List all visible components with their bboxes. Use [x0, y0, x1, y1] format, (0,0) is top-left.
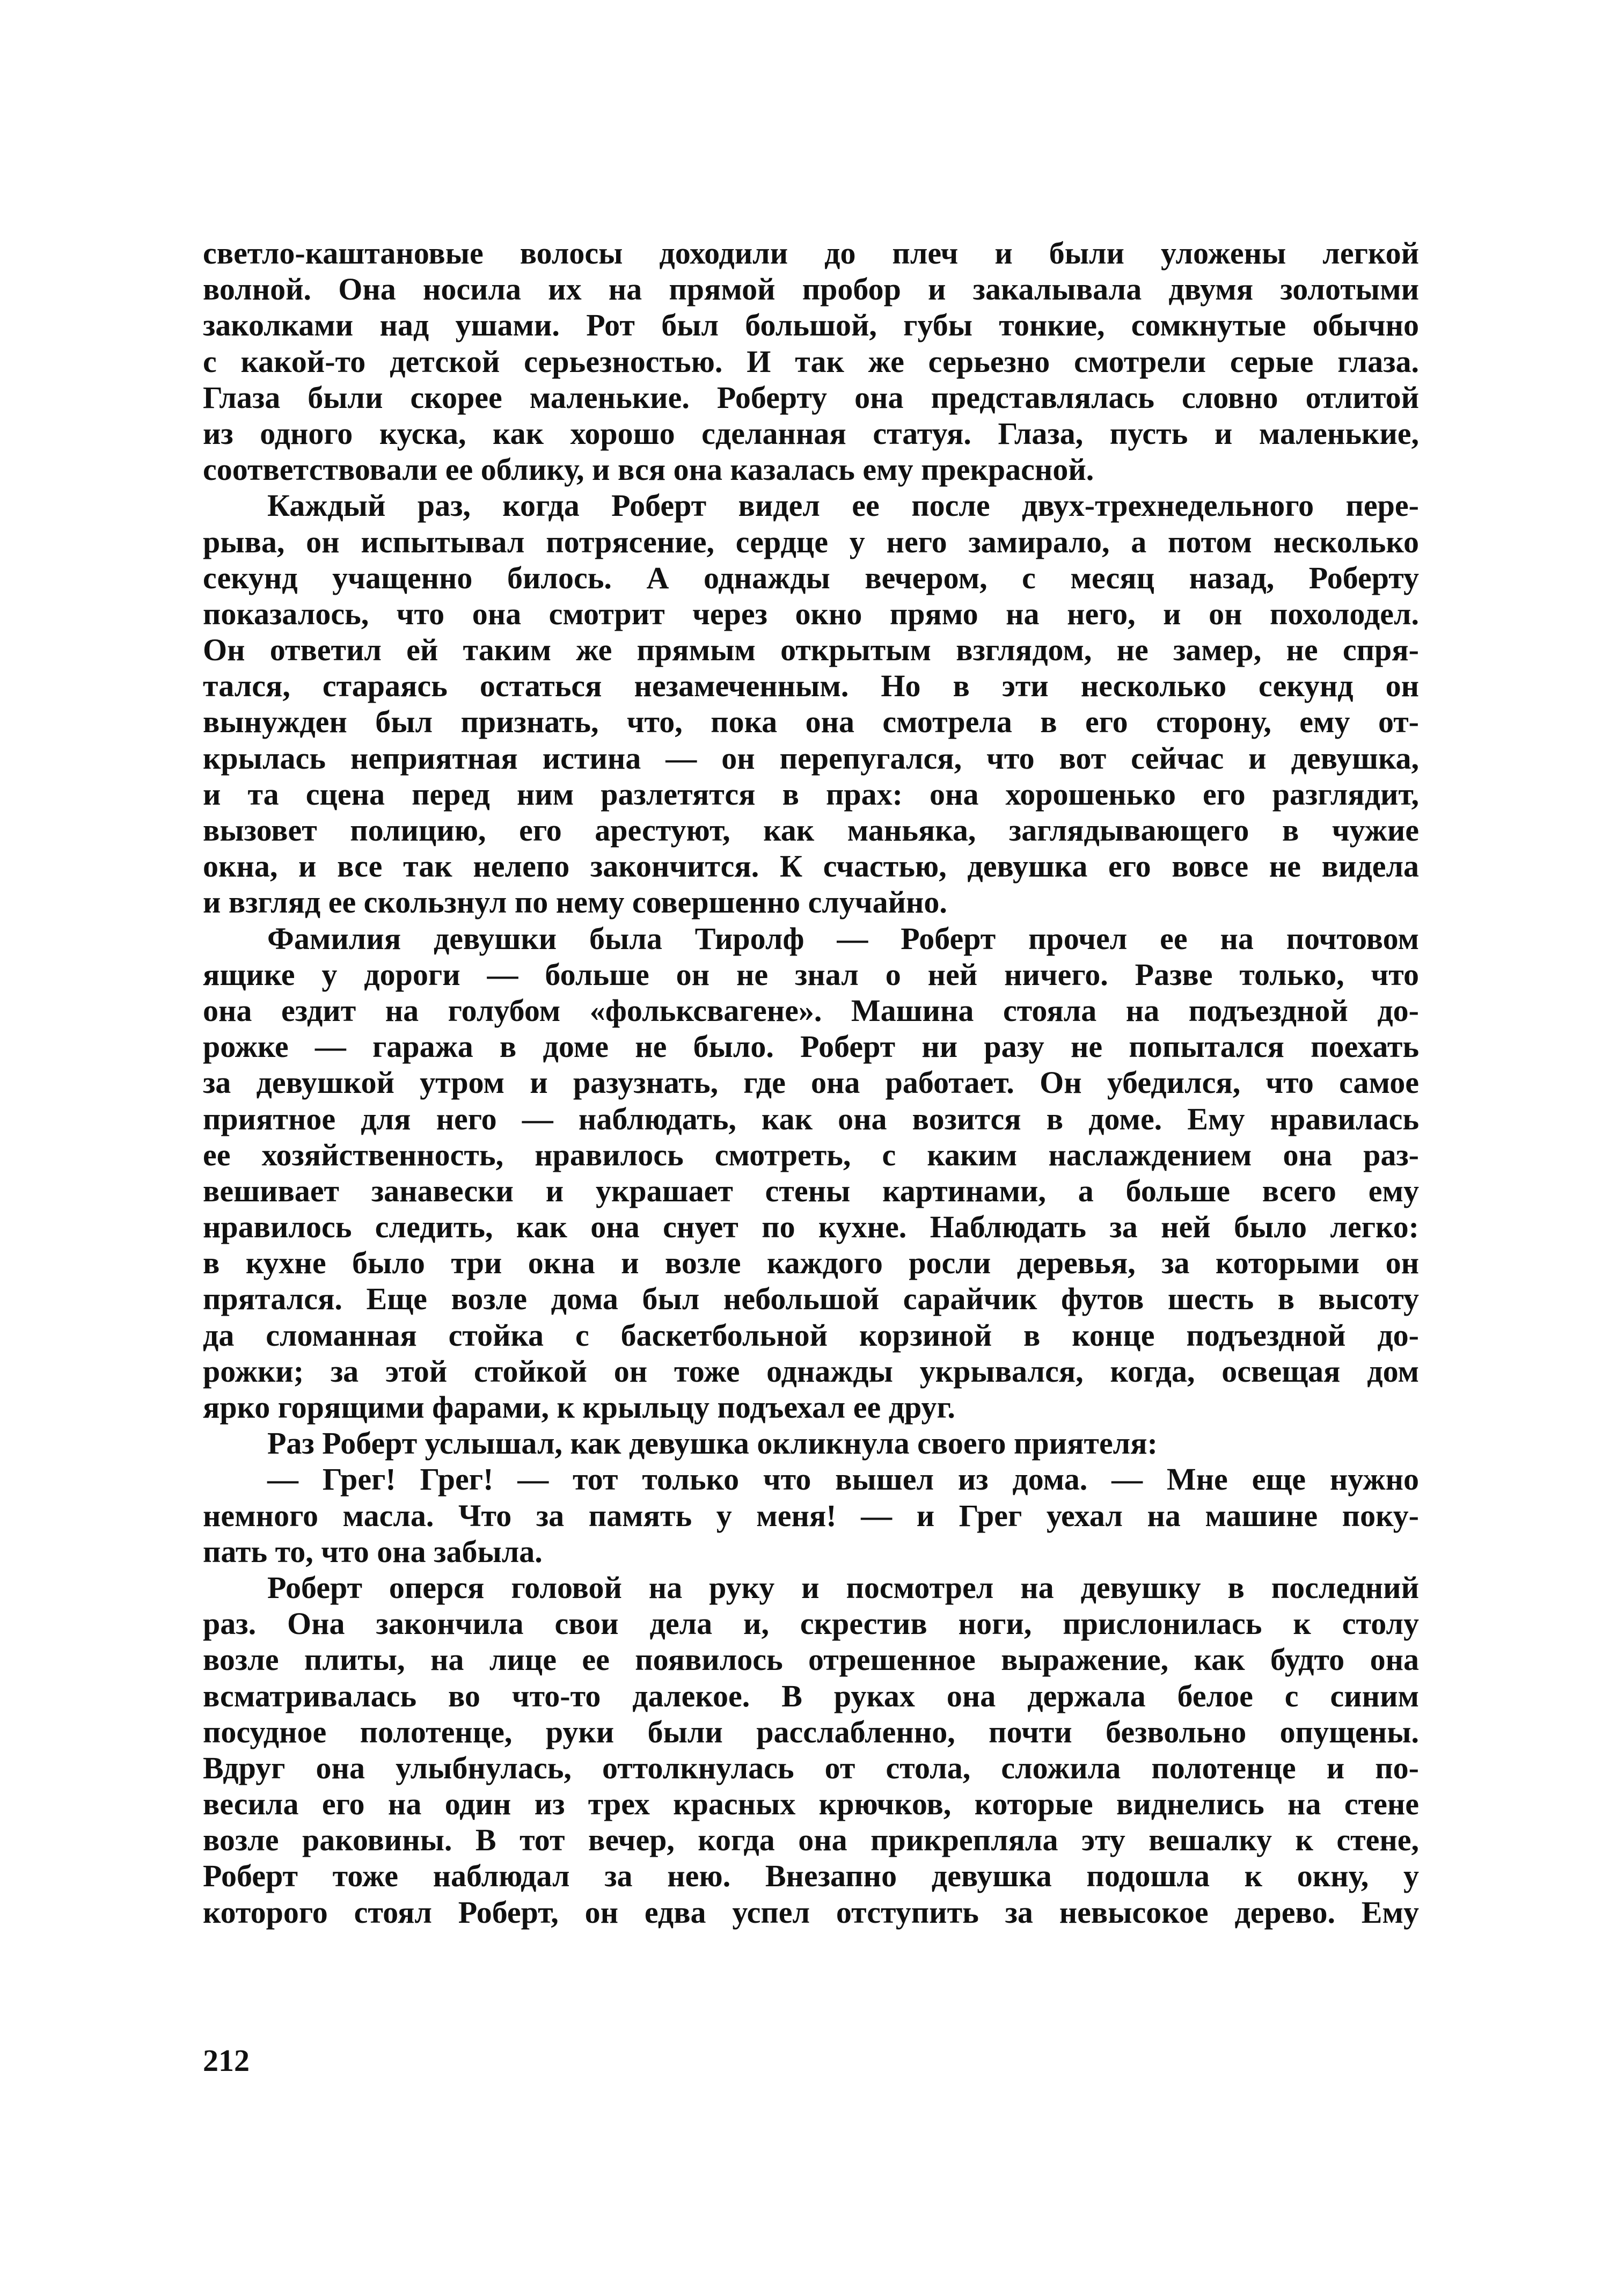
page-number: 212 — [203, 2043, 250, 2078]
text-line: вызовет полицию, его арестуют, как маньяка, заглядывающего в чужие — [203, 813, 1419, 848]
text-line: вынужден был признать, что, пока она смотрела в его сторону, ему от- — [203, 704, 1419, 740]
text-line: Фамилия девушки была Тиролф — Роберт прочел ее на почтовом — [267, 921, 1419, 956]
text-line: рыва, он испытывал потрясение, сердце у него замирало, а потом несколько — [203, 524, 1419, 559]
text-line: посудное полотенце, руки были расслабленно, почти безвольно опущены. — [203, 1714, 1419, 1749]
text-line: вешивает занавески и украшает стены картинами, а больше всего ему — [203, 1173, 1419, 1208]
text-line: Роберт оперся головой на руку и посмотрел на девушку в последний — [267, 1570, 1419, 1605]
text-line: с какой-то детской серьезностью. И так же серьезно смотрели серые глаза. — [203, 344, 1419, 379]
text-line: в кухне было три окна и возле каждого росли деревья, за которыми он — [203, 1245, 1419, 1281]
text-line: ящике у дороги — больше он не знал о ней ничего. Разве только, что — [203, 957, 1419, 992]
text-line: Вдруг она улыбнулась, оттолкнулась от стола, сложила полотенце и по- — [203, 1750, 1419, 1785]
text-line: и та сцена перед ним разлетятся в прах: она хорошенько его разглядит, — [203, 776, 1419, 812]
text-line: раз. Она закончила свои дела и, скрестив ноги, прислонилась к столу — [203, 1606, 1419, 1641]
text-line: показалось, что она смотрит через окно прямо на него, и он похолодел. — [203, 596, 1419, 631]
text-line: волной. Она носила их на прямой пробор и закалывала двумя золотыми — [203, 272, 1419, 307]
text-line: всматривалась во что-то далекое. В руках она держала белое с синим — [203, 1678, 1419, 1713]
body-text — [203, 235, 1419, 1930]
text-line: окна, и все так нелепо закончится. К счастью, девушка его вовсе не видела — [203, 849, 1419, 884]
text-line: приятное для него — наблюдать, как она возится в доме. Ему нравилась — [203, 1101, 1419, 1136]
text-line: да сломанная стойка с баскетбольной корзиной в конце подъездной до- — [203, 1317, 1419, 1353]
text-line: светло-каштановые волосы доходили до плеч и были уложены легкой — [203, 236, 1419, 271]
text-line: прятался. Еще возле дома был небольшой сарайчик футов шесть в высоту — [203, 1281, 1419, 1317]
text-line: Глаза были скорее маленькие. Роберту она представлялась словно отлитой — [203, 380, 1419, 415]
text-line: она ездит на голубом «фольксвагене». Машина стояла на подъездной до- — [203, 993, 1419, 1028]
text-line: и взгляд ее скользнул по нему совершенно случайно. — [203, 885, 947, 920]
text-line: которого стоял Роберт, он едва успел отступить за невысокое дерево. Ему — [203, 1894, 1419, 1930]
text-line: рожки; за этой стойкой он тоже однажды укрывался, когда, освещая дом — [203, 1353, 1419, 1389]
text-line: секунд учащенно билось. А однажды вечером, с месяц назад, Роберту — [203, 560, 1419, 595]
text-line: за девушкой утром и разузнать, где она работает. Он убедился, что самое — [203, 1065, 1419, 1100]
text-line: пать то, что она забыла. — [203, 1534, 543, 1569]
text-line: возле плиты, на лице ее появилось отрешенное выражение, как будто она — [203, 1642, 1419, 1677]
text-line: нравилось следить, как она снует по кухне. Наблюдать за ней было легко: — [203, 1209, 1419, 1245]
text-line: немного масла. Что за память у меня! — и Грег уехал на машине поку- — [203, 1498, 1419, 1533]
text-line: Он ответил ей таким же прямым открытым взглядом, не замер, не спря- — [203, 632, 1419, 668]
text-line: возле раковины. В тот вечер, когда она прикрепляла эту вешалку к стене, — [203, 1822, 1419, 1858]
text-line: — Грег! Грег! — тот только что вышел из дома. — Мне еще нужно — [267, 1462, 1419, 1497]
text-line: весила его на один из трех красных крючков, которые виднелись на стене — [203, 1786, 1419, 1822]
text-line: Каждый раз, когда Роберт видел ее после двух-трехнедельного пере- — [267, 488, 1419, 523]
text-line: ее хозяйственность, нравилось смотреть, с каким наслаждением она раз- — [203, 1137, 1419, 1172]
text-line: ярко горящими фарами, к крыльцу подъехал ее друг. — [203, 1390, 955, 1425]
text-line: заколками над ушами. Рот был большой, губы тонкие, сомкнутые обычно — [203, 308, 1419, 343]
text-line: Раз Роберт услышал, как девушка окликнула своего приятеля: — [267, 1426, 1158, 1461]
text-line: Роберт тоже наблюдал за нею. Внезапно девушка подошла к окну, у — [203, 1858, 1419, 1894]
text-line: из одного куска, как хорошо сделанная статуя. Глаза, пусть и маленькие, — [203, 415, 1419, 451]
text-line: тался, стараясь остаться незамеченным. Но в эти несколько секунд он — [203, 668, 1419, 704]
text-line: крылась неприятная истина — он перепугался, что вот сейчас и девушка, — [203, 740, 1419, 776]
text-line: соответствовали ее облику, и вся она казалась ему прекрасной. — [203, 452, 1094, 487]
text-line: рожке — гаража в доме не было. Роберт ни разу не попытался поехать — [203, 1029, 1419, 1064]
